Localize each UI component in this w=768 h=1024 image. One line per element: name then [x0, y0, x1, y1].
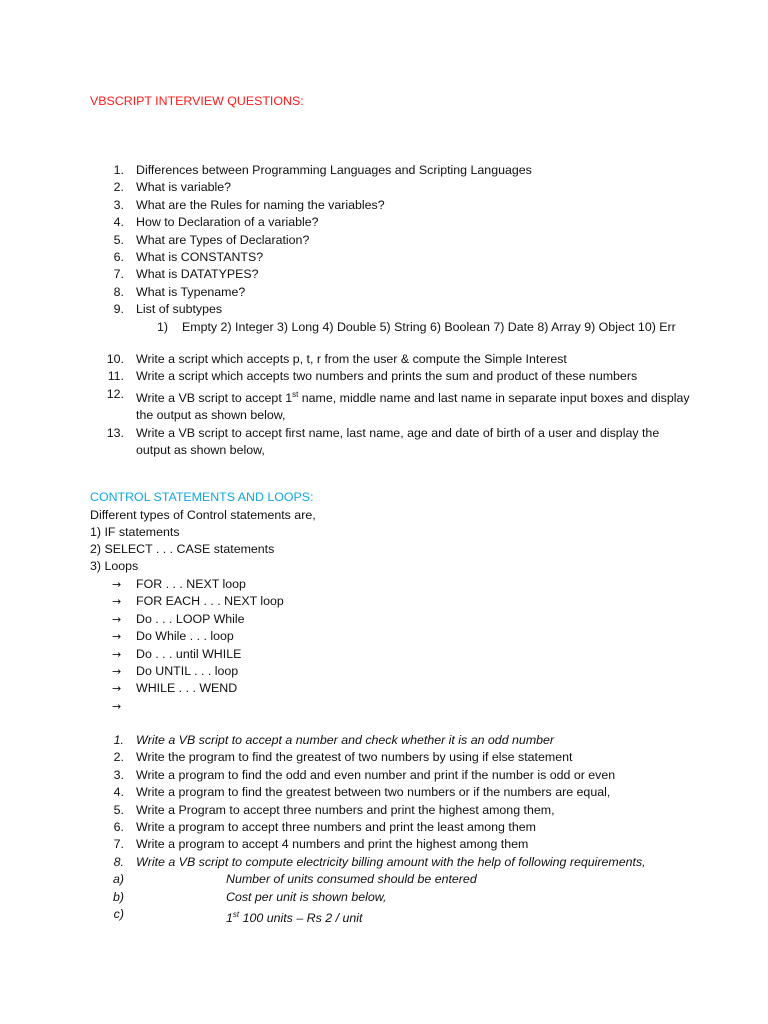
arrow-icon: → [112, 682, 122, 696]
list-item: 2. Write the program to find the greatest of two numbers by using if else statement [113, 750, 573, 765]
list-item: 1. Differences between Programming Languages and Scripting Languages [113, 163, 532, 177]
list-item: 7. What is DATATYPES? [113, 267, 259, 282]
list-item: a) Number of units consumed should be entered [112, 872, 477, 887]
list-item: 3. Write a program to find the odd and even number and print if the number is odd or even [113, 767, 616, 782]
list-item: 13. Write a VB script to accept first name, last name, age and date of birth of a user and display the output as shown below, [106, 425, 660, 458]
control-intro: Different types of Control statements are, [90, 508, 316, 522]
list-item: 9. List of subtypes [113, 302, 223, 317]
list-item: 4. How to Declaration of a variable? [113, 215, 319, 230]
list-item: 8. What is Typename? [113, 284, 246, 299]
list-item: 5. What are Types of Declaration? [113, 232, 310, 247]
control-item: 2) SELECT . . . CASE statements [90, 542, 275, 556]
list-item: 8. Write a VB script to compute electricity billing amount with the help of following requirements, [113, 854, 646, 869]
page-title: VBSCRIPT INTERVIEW QUESTIONS: [90, 94, 304, 108]
list-item: 11. Write a script which accepts two numbers and prints the sum and product of these numbers [107, 369, 638, 384]
list-item: 3. What are the Rules for naming the variables? [113, 197, 385, 212]
list-item: 6. Write a program to accept three numbers and print the least among them [113, 820, 536, 835]
list-item: 4. Write a program to find the greatest between two numbers or if the numbers are equal, [113, 785, 611, 800]
document-page: VBSCRIPT INTERVIEW QUESTIONS: 1. Differences between Programming Languages and Scripting Languages 2. What is variable? 3. What are the Rules for naming the variables? 4. How to Declaration of a variable? 5. What are Types of Declaration? 6. What is CONSTANTS? 7. What is DATATYPES? 8. What is Typename? 9. List of subtypes 1) Empty 2) Integer 3) Long 4) Double 5) String 6) Boolean 7) Date 8) Array 9) Object 10) Err 10. Write a script which accepts p, t, r from the user & compute the Simple Interest 11. Write a script which accepts two numbers and prints the sum and product of these numbers 12. Write a VB script to accept 1st name, middle name and last name in separate input boxes and display the output as shown below, 13. Write a VB script to accept first name, last name, age and date of birth of a user and display the output as shown below, CONTROL STATEMENTS AND LOOPS: Different types of Control statements are, 1) IF statements 2) SELECT . . . CASE statements 3) Loops → FOR . . . NEXT loop → FOR EACH . . . NEXT loop → Do . . . LOOP While → Do While . . . loop → Do . . . until WHILE → Do UNTIL . . . loop → WHILE . . . WEND → 1. Write a VB script to accept a number and check whether it is an odd number 2. Write the program to find the greatest of two numbers by using if else statement 3. Write a program to find the odd and even number and print if the number is odd or even 4. Write a program to find the greatest between two numbers or if the numbers are equal, 5. Write a Program to accept three numbers and print the highest among them, 6. Write a program to accept three numbers and print the least among them 7. Write a program to accept 4 numbers and print the highest among them 8. Write a VB script to compute electricity billing amount with the help of following requirements, a) Number of units consumed should be entered b) Cost per unit is shown below, c) 1st 100 units – Rs 2 / unit [0, 0, 768, 1024]
arrow-icon: → [112, 699, 122, 713]
questions-list [90, 162, 690, 336]
section-heading: CONTROL STATEMENTS AND LOOPS: [90, 490, 314, 504]
list-item: 12. Write a VB script to accept 1st name, middle name and last name in separate input boxes and display the output as shown below, [106, 386, 690, 423]
list-item: c) 1st 100 units – Rs 2 / unit [113, 907, 363, 926]
list-item: b) Cost per unit is shown below, [112, 889, 387, 904]
list-item: 7. Write a program to accept 4 numbers and print the highest among them [113, 837, 529, 852]
arrow-icon: → [112, 664, 122, 678]
control-item: 1) IF statements [90, 525, 180, 539]
list-item: 2. What is variable? [113, 180, 232, 195]
arrow-icon: → [112, 647, 122, 661]
programs-list [90, 732, 690, 928]
arrow-icon: → [112, 595, 122, 609]
subtypes-line: 1) Empty 2) Integer 3) Long 4) Double 5) String 6) Boolean 7) Date 8) Array 9) Object 10) Err [156, 319, 676, 334]
arrow-icon: → [112, 612, 122, 626]
list-item: 6. What is CONSTANTS? [113, 250, 264, 265]
list-item: 10. Write a script which accepts p, t, r from the user & compute the Simple Interest [106, 352, 567, 366]
arrow-icon: → [112, 630, 122, 644]
arrow-icon: → [112, 578, 122, 591]
list-item: 1. Write a VB script to accept a number and check whether it is an odd number [113, 733, 555, 747]
list-item: 5. Write a Program to accept three numbers and print the highest among them, [113, 802, 555, 817]
questions-list-2 [90, 351, 690, 460]
control-item: 3) Loops [90, 559, 139, 573]
